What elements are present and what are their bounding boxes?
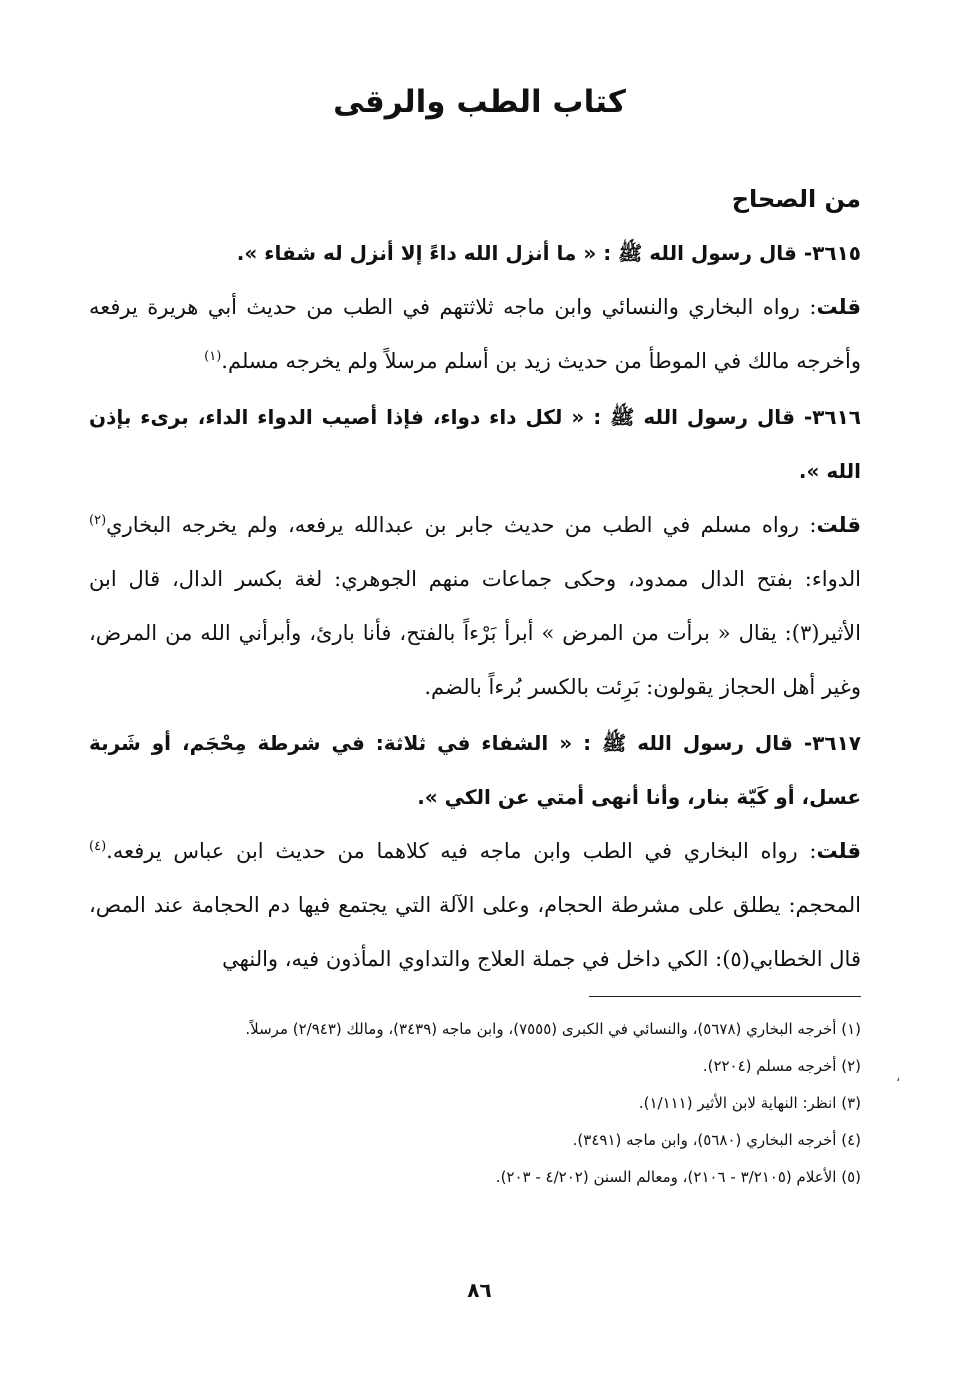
margin-mark: ، — [896, 1070, 901, 1085]
commentary-3617 — [89, 824, 861, 986]
commentary-text-continued: الدواء: بفتح الدال ممدود، وحكى جماعات منهم الجوهري: لغة بكسر الدال، قال ابن الأثير(٣): يقال « برأت من المرض » أبرأ بَرْءاً بالفتح، فأنا بارئ، وأبرأني الله من المرض، وغير أهل الحجاز يقولون: بَرِئت بالكسر بُرءاً بالضم. — [89, 567, 861, 699]
commentary-text: : رواه مسلم في الطب من حديث جابر بن عبدالله يرفعه، ولم يخرجه البخاري — [106, 513, 817, 537]
commentary-label: قلت — [816, 839, 861, 863]
commentary-label: قلت — [816, 513, 861, 537]
main-text — [89, 176, 861, 988]
footnote-3: (٣) انظر: النهاية لابن الأثير (١/١١١). — [638, 1094, 861, 1112]
hadith-3616: ٣٦١٦- قال رسول الله ﷺ : « لكل داء دواء، فإذا أصيب الدواء الداء، برىء بإذن الله ». — [89, 405, 861, 483]
commentary-label: قلت — [816, 295, 861, 319]
commentary-3615 — [89, 280, 861, 388]
book-title: كتاب الطب والرقى — [333, 84, 626, 120]
commentary-text-continued: المحجم: يطلق على مشرطة الحجام، وعلى الآلة التي يجتمع فيها دم الحجامة عند المص، قال الخطابي(٥): الكي داخل في جملة العلاج والتداوي المأذون فيه، والنهي — [89, 893, 861, 971]
page-number: ٨٦ — [467, 1278, 492, 1302]
hadith-3617: ٣٦١٧- قال رسول الله ﷺ : « الشفاء في ثلاثة: في شرطة مِحْجَم، أو شَربة عسل، أو كَيّة بنار، وأنا أنهى أمتي عن الكي ». — [89, 731, 861, 809]
footnote-ref-2: (٢) — [89, 513, 107, 528]
footnote-4: (٤) أخرجه البخاري (٥٦٨٠)، وابن ماجه (٣٤٩١). — [572, 1131, 861, 1149]
footnote-ref-4: (٤) — [89, 839, 107, 854]
footnote-2: (٢) أخرجه مسلم (٢٢٠٤). — [702, 1057, 861, 1075]
hadith-3615: ٣٦١٥- قال رسول الله ﷺ : « ما أنزل الله داءً إلا أنزل له شفاء ». — [236, 241, 861, 265]
commentary-3616 — [89, 498, 861, 714]
section-heading: من الصحاح — [731, 185, 861, 213]
commentary-text: : رواه البخاري والنسائي وابن ماجه ثلاثتهم في الطب من حديث أبي هريرة يرفعه وأخرجه مالك في الموطأ من حديث زيد بن أسلم مرسلاً ولم يخرجه مسلم. — [89, 295, 861, 373]
footnote-divider — [589, 996, 861, 997]
footnote-5: (٥) الأعلام (٣/٢١٠٥ - ٢١٠٦)، ومعالم السنن (٤/٢٠٢ - ٢٠٣). — [495, 1168, 861, 1186]
footnote-ref-1: (١) — [204, 349, 222, 364]
footnotes — [89, 1014, 861, 1199]
footnote-1: (١) أخرجه البخاري (٥٦٧٨)، والنسائي في الكبرى (٧٥٥٥)، وابن ماجه (٣٤٣٩)، ومالك (٢/٩٤٣) مرسلاً. — [245, 1020, 861, 1038]
commentary-text: : رواه البخاري في الطب وابن ماجه فيه كلاهما من حديث ابن عباس يرفعه. — [106, 839, 817, 863]
